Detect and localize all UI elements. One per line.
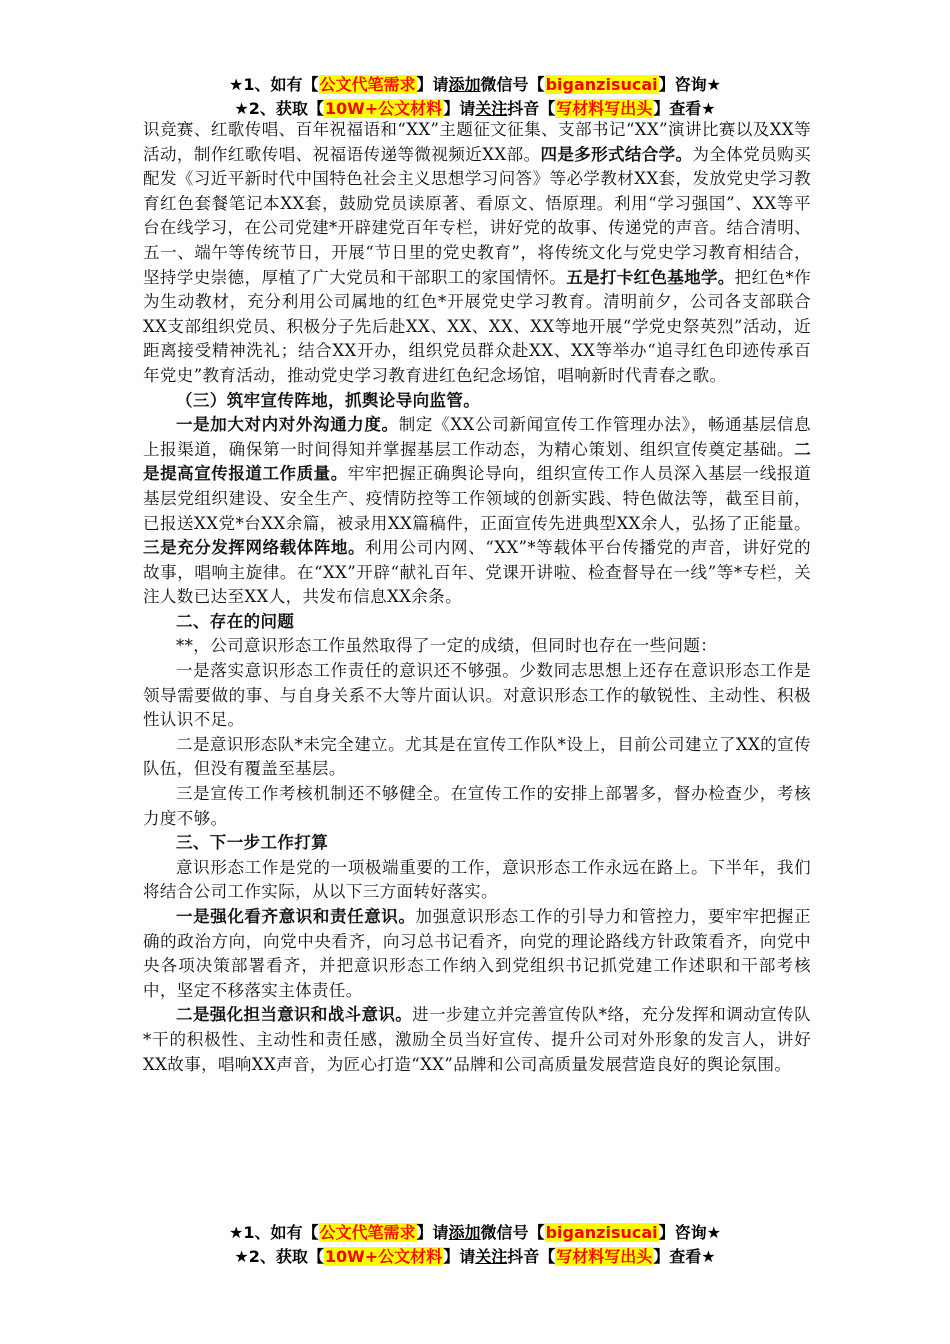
ad-prefix: ★2、获取【 bbox=[234, 1247, 324, 1266]
text-run: 把红色*作为生动教材，充分利用公司属地的红色*开展党史学习教育。清明前夕，公司各支部联合XX支部组织党员、积极分子先后赴XX、XX、XX、XX等地开展“学党史祭英烈”活动，近距离接受精神洗礼；结合XX开办，组织党员群众赴XX、XX等举办“追寻红色印迹传承百年党史”教育活动，推动党史学习教育进红色纪念场馆，唱响新时代青春之歌。 bbox=[143, 267, 812, 385]
ad-underlined: 关注 bbox=[475, 99, 508, 118]
ad-highlight: 10W+公文材料 bbox=[324, 1247, 443, 1266]
ad-underlined: 关注 bbox=[475, 1247, 508, 1266]
header-ad-line-2 bbox=[0, 96, 950, 119]
text-run: 加强意识形态工作的引导力和管控力，要牢牢把握正确的政治方向，向党中央看齐，向习总书记看齐，向党的理论路线方针政策看齐，向党中央各项决策部署看齐，并把意识形态工作纳入到党组织书记抓党建工作述职和干部考核中，坚定不移落实主体责任。 bbox=[143, 907, 811, 1000]
ad-highlight: 公文代笔需求 bbox=[319, 75, 416, 94]
ad-text: 】请 bbox=[416, 75, 449, 94]
paragraph bbox=[143, 413, 811, 610]
ad-suffix: 】咨询★ bbox=[658, 75, 721, 94]
paragraph: **，公司意识形态工作虽然取得了一定的成绩，但同时也存在一些问题： bbox=[176, 636, 718, 656]
text-run: 制定《XX公司新闻宣传工作管理办法》，畅通基层信息上报渠道，确保第一时间得知并掌握基层工作动态，为精心策划、组织宣传奠定基础。 bbox=[143, 415, 811, 459]
ad-underlined: 添加 bbox=[448, 1223, 481, 1242]
paragraph bbox=[143, 905, 811, 1003]
ad-text: 抖音【 bbox=[507, 1247, 556, 1266]
ad-prefix: ★1、如有【 bbox=[229, 75, 319, 94]
text-run: 利用公司内网、“XX”*等载体平台传播党的声音，讲好党的故事，唱响主旋律。在“XX”开辟“献礼百年、党课开讲啦、检查督导在一线”等*专栏，关注人数已达至XX人，共发布信息XX余条。 bbox=[143, 538, 811, 607]
ad-text: 微信号【 bbox=[480, 75, 545, 94]
footer-ad-line-2 bbox=[0, 1244, 950, 1267]
ad-text: 】请 bbox=[443, 99, 476, 118]
text-run: 识竞赛、红歌传唱、百年祝福语和“XX”主题征文征集、支部书记“XX”演讲比赛以及XX等活动，制作红歌传唱、祝福语传递等微视频近XX部。 bbox=[143, 120, 811, 164]
text-run: 牢牢把握正确舆论导向，组织宣传工作人员深入基层一线报道基层党组织建设、安全生产、疫情防控等工作领域的创新实践、特色做法等，截至目前，已报送XX党*台XX余篇，被录用XX篇稿件，正面宣传先进典型XX余人，弘扬了正能量。 bbox=[143, 464, 811, 533]
paragraph: 三是宣传工作考核机制还不够健全。在宣传工作的安排上部署多，督办检查少，考核力度不够。 bbox=[143, 784, 811, 828]
ad-prefix: ★2、获取【 bbox=[234, 99, 324, 118]
ad-highlight: 10W+公文材料 bbox=[324, 99, 443, 118]
bold-lead: 三是充分发挥网络载体阵地。 bbox=[143, 538, 366, 558]
header-ad-line-1 bbox=[0, 72, 950, 95]
ad-text: 】请 bbox=[443, 1247, 476, 1266]
section-heading: （三）筑牢宣传阵地，抓舆论导向监管。 bbox=[176, 390, 481, 410]
document-body bbox=[143, 118, 811, 1077]
paragraph bbox=[143, 1003, 811, 1077]
ad-douyin-id: 写材料写出头 bbox=[556, 1247, 653, 1266]
paragraph bbox=[143, 118, 811, 389]
ad-wechat-id: biganzisucai bbox=[545, 75, 658, 94]
bold-lead: 一是加大对内对外沟通力度。 bbox=[176, 415, 399, 435]
ad-douyin-id: 写材料写出头 bbox=[556, 99, 653, 118]
text-run: 进一步建立并完善宣传队*络，充分发挥和调动宣传队*干的积极性、主动性和责任感，激励全员当好宣传、提升公司对外形象的发言人，讲好XX故事，唱响XX声音，为匠心打造“XX”品牌和公司高质量发展营造良好的舆论氛围。 bbox=[143, 1005, 811, 1074]
paragraph: 意识形态工作是党的一项极端重要的工作，意识形态工作永远在路上。下半年，我们将结合公司工作实际，从以下三方面转好落实。 bbox=[143, 857, 811, 902]
bold-lead: 一是强化看齐意识和责任意识。 bbox=[176, 907, 416, 926]
bold-lead: 五是打卡红色基地学。 bbox=[566, 267, 735, 287]
ad-suffix: 】查看★ bbox=[653, 1247, 716, 1266]
bold-lead: 二是提高宣传报道工作质量。 bbox=[143, 439, 811, 484]
text-run: 为全体党员购买配发《习近平新时代中国特色社会主义思想学习问答》等必学教材XX套，发放党史学习教育红色套餐笔记本XX套，鼓励党员读原著、看原文、悟原理。利用“学习强国”、XX等平台在线学习，在公司党建*开辟建党百年专栏，讲好党的故事、传递党的声音。结合清明、五一、端午等传统节日，开展“节日里的党史教育”，将传统文化与党史学习教育相结合，坚持学史崇德，厚植了广大党员和干部职工的家国情怀。 bbox=[143, 144, 812, 287]
paragraph: 一是落实意识形态工作责任的意识还不够强。少数同志思想上还存在意识形态工作是领导需要做的事、与自身关系不大等片面认识。对意识形态工作的敏锐性、主动性、积极性认识不足。 bbox=[143, 661, 811, 730]
ad-suffix: 】查看★ bbox=[653, 99, 716, 118]
footer-ad-line-1 bbox=[0, 1220, 950, 1243]
ad-text: 微信号【 bbox=[480, 1223, 545, 1242]
ad-wechat-id: biganzisucai bbox=[545, 1223, 658, 1242]
ad-prefix: ★1、如有【 bbox=[229, 1223, 319, 1242]
ad-text: 】请 bbox=[416, 1223, 449, 1242]
bold-lead: 四是多形式结合学。 bbox=[540, 144, 693, 164]
bold-lead: 二是强化担当意识和战斗意识。 bbox=[176, 1005, 413, 1025]
ad-suffix: 】咨询★ bbox=[658, 1223, 721, 1242]
ad-highlight: 公文代笔需求 bbox=[319, 1223, 416, 1242]
section-heading: 三、下一步工作打算 bbox=[176, 833, 329, 853]
paragraph: 二是意识形态队*未完全建立。尤其是在宣传工作队*设上，目前公司建立了XX的宣传队伍，但没有覆盖至基层。 bbox=[143, 734, 811, 779]
ad-text: 抖音【 bbox=[507, 99, 556, 118]
ad-underlined: 添加 bbox=[448, 75, 481, 94]
section-heading: 二、存在的问题 bbox=[176, 611, 295, 631]
